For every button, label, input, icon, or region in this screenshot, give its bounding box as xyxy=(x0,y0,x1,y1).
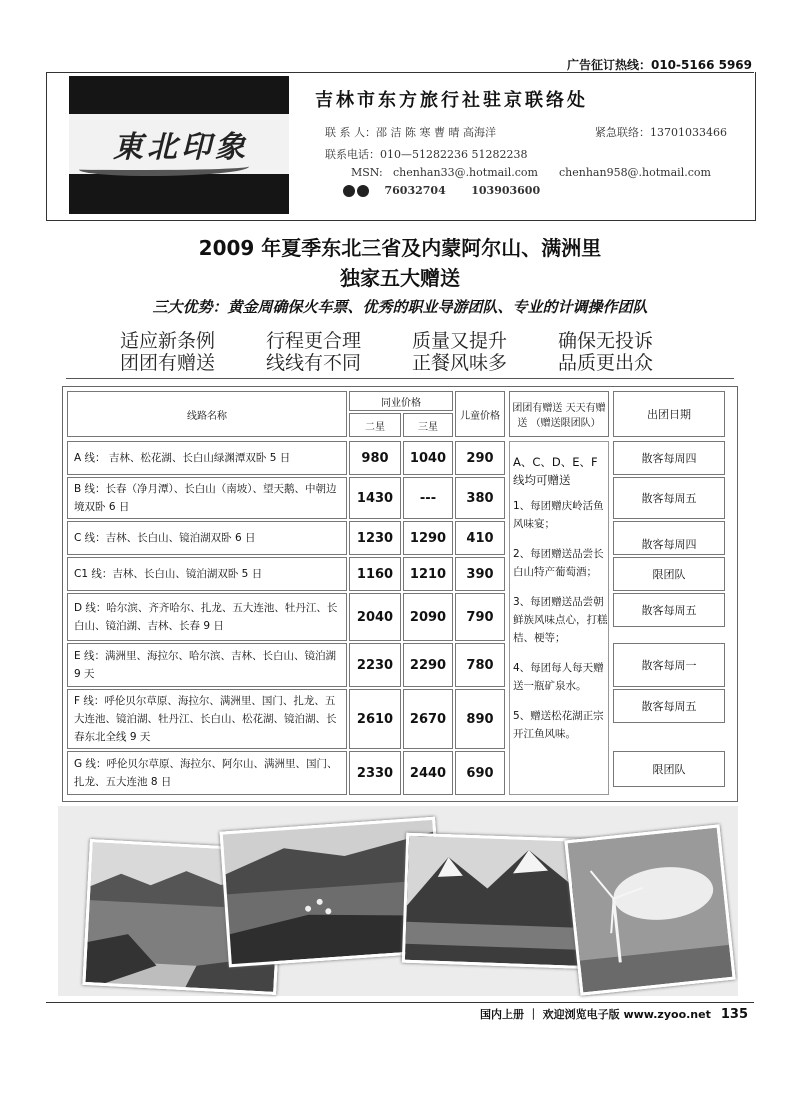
route-a: A 线： 吉林、松花湖、长白山绿渊潭双卧 5 日 xyxy=(67,441,347,475)
price-three-star: 2670 xyxy=(403,689,453,749)
route-f: F 线：呼伦贝尔草原、海拉尔、满洲里、国门、扎龙、五大连池、镜泊湖、牡丹江、长白山、松花湖、镜泊湖、长春东北全线 9 天 xyxy=(67,689,347,749)
slogan: 品质更出众 xyxy=(558,352,654,374)
footer-text: 国内上册 ｜ 欢迎浏览电子版 www.zyoo.net xyxy=(479,1008,711,1021)
price-two-star: 980 xyxy=(349,441,401,475)
price-child: 380 xyxy=(455,477,505,519)
route-d: D 线：哈尔滨、齐齐哈尔、扎龙、五大连池、牡丹江、长白山、镜泊湖、吉林、长春 9 日 xyxy=(67,593,347,641)
ad-title-line2: 独家五大赠送 xyxy=(340,266,460,290)
gift-list xyxy=(513,453,609,743)
header-child-price: 儿童价格 xyxy=(455,391,505,437)
depart-date: 散客每周五 xyxy=(613,593,725,627)
footer-rule xyxy=(46,1002,754,1003)
msn-label: MSN: xyxy=(351,166,383,179)
route-c: C 线：吉林、长白山、镜泊湖双卧 6 日 xyxy=(67,521,347,555)
slogan: 正餐风味多 xyxy=(412,352,508,374)
msn-address-2: chenhan958@.hotmail.com xyxy=(559,166,711,179)
depart-date: 散客每周五 xyxy=(613,689,725,723)
qq-row xyxy=(343,184,540,197)
depart-date: 限团队 xyxy=(613,557,725,591)
qq-number-2: 103903600 xyxy=(471,184,541,197)
depart-date: 散客每周一 xyxy=(613,643,725,687)
price-child: 780 xyxy=(455,643,505,687)
header-route: 线路名称 xyxy=(67,391,347,437)
slogan: 线线有不同 xyxy=(266,352,362,374)
header-depart-date: 出团日期 xyxy=(613,391,725,437)
price-two-star: 1160 xyxy=(349,557,401,591)
contact-phones: 联系电话：010—51282236 51282238 xyxy=(325,148,528,161)
price-two-star: 1230 xyxy=(349,521,401,555)
route-b: B 线：长春（净月潭）、长白山（南坡）、望天鹅、中朝边境双卧 6 日 xyxy=(67,477,347,519)
contact-persons: 联 系 人：邵 洁 陈 寒 曹 晴 高海洋 xyxy=(325,126,496,139)
logo-text: 東北印象 xyxy=(113,130,249,165)
price-two-star: 2230 xyxy=(349,643,401,687)
header-peer-price: 同业价格 xyxy=(349,391,453,411)
price-three-star: 2090 xyxy=(403,593,453,641)
advantages-banner: 三大优势：黄金周确保火车票、优秀的职业导游团队、专业的计调操作团队 xyxy=(152,298,648,316)
price-child: 790 xyxy=(455,593,505,641)
agency-logo xyxy=(69,76,289,214)
page-number: 135 xyxy=(720,1007,748,1022)
price-three-star: 1040 xyxy=(403,441,453,475)
emergency-contact: 紧急联络：13701033466 xyxy=(595,126,727,139)
ad-hotline: 广告征订热线：010-5166 5969 xyxy=(566,58,752,72)
header-three-star: 三星 xyxy=(403,413,453,437)
photo-collage xyxy=(58,806,738,996)
header-two-star: 二星 xyxy=(349,413,401,437)
price-three-star: 1210 xyxy=(403,557,453,591)
depart-date: 散客每周四 xyxy=(613,441,725,475)
header-gift: 团团有赠送 天天有赠送 （赠送限团队） xyxy=(509,391,609,437)
slogans-row-2 xyxy=(120,348,704,375)
slogan: 质量又提升 xyxy=(412,330,508,352)
price-two-star: 1430 xyxy=(349,477,401,519)
section-rule xyxy=(66,378,734,379)
gift-intro: A、C、D、E、F 线均可赠送 xyxy=(513,455,598,487)
price-child: 390 xyxy=(455,557,505,591)
slogan: 团团有赠送 xyxy=(120,352,216,374)
price-child: 890 xyxy=(455,689,505,749)
price-child: 410 xyxy=(455,521,505,555)
price-three-star: 2440 xyxy=(403,751,453,795)
agency-header xyxy=(46,72,756,221)
price-table xyxy=(62,386,738,802)
msn-address-1: chenhan33@.hotmail.com xyxy=(393,166,538,179)
route-g: G 线：呼伦贝尔草原、海拉尔、阿尔山、满洲里、国门、扎龙、五大连池 8 日 xyxy=(67,751,347,795)
agency-name: 吉林市东方旅行社驻京联络处 xyxy=(315,90,588,111)
price-three-star: 1290 xyxy=(403,521,453,555)
qq-penguin-icon xyxy=(343,185,355,197)
slogan: 确保无投诉 xyxy=(558,330,654,352)
ad-title-line1: 2009 年夏季东北三省及内蒙阿尔山、满洲里 xyxy=(198,236,602,260)
slogan: 适应新条例 xyxy=(120,330,216,352)
qq-number-1: 76032704 xyxy=(384,184,446,197)
gift-item: 4、每团每人每天赠送一瓶矿泉水。 xyxy=(513,662,604,692)
gift-item: 1、每团赠庆岭活鱼风味宴； xyxy=(513,500,604,530)
page-footer xyxy=(480,1006,748,1022)
route-e: E 线：满洲里、海拉尔、哈尔滨、吉林、长白山、镜泊湖 9 天 xyxy=(67,643,347,687)
gift-item: 2、每团赠送品尝长白山特产葡萄酒； xyxy=(513,548,604,578)
slogan: 行程更合理 xyxy=(266,330,362,352)
price-two-star: 2330 xyxy=(349,751,401,795)
depart-date: 散客每周四 xyxy=(613,521,725,555)
depart-date: 限团队 xyxy=(613,751,725,787)
price-three-star: 2290 xyxy=(403,643,453,687)
gift-item: 5、赠送松花湖正宗开江鱼风味。 xyxy=(513,710,604,740)
price-child: 690 xyxy=(455,751,505,795)
price-two-star: 2040 xyxy=(349,593,401,641)
wind-turbine-photo xyxy=(564,824,735,995)
depart-date: 散客每周五 xyxy=(613,477,725,519)
qq-penguin-icon xyxy=(357,185,369,197)
route-c1: C1 线：吉林、长白山、镜泊湖双卧 5 日 xyxy=(67,557,347,591)
price-three-star: --- xyxy=(403,477,453,519)
gift-item: 3、每团赠送品尝朝鲜族风味点心，打糕桔、梗等； xyxy=(513,596,608,644)
price-child: 290 xyxy=(455,441,505,475)
price-two-star: 2610 xyxy=(349,689,401,749)
